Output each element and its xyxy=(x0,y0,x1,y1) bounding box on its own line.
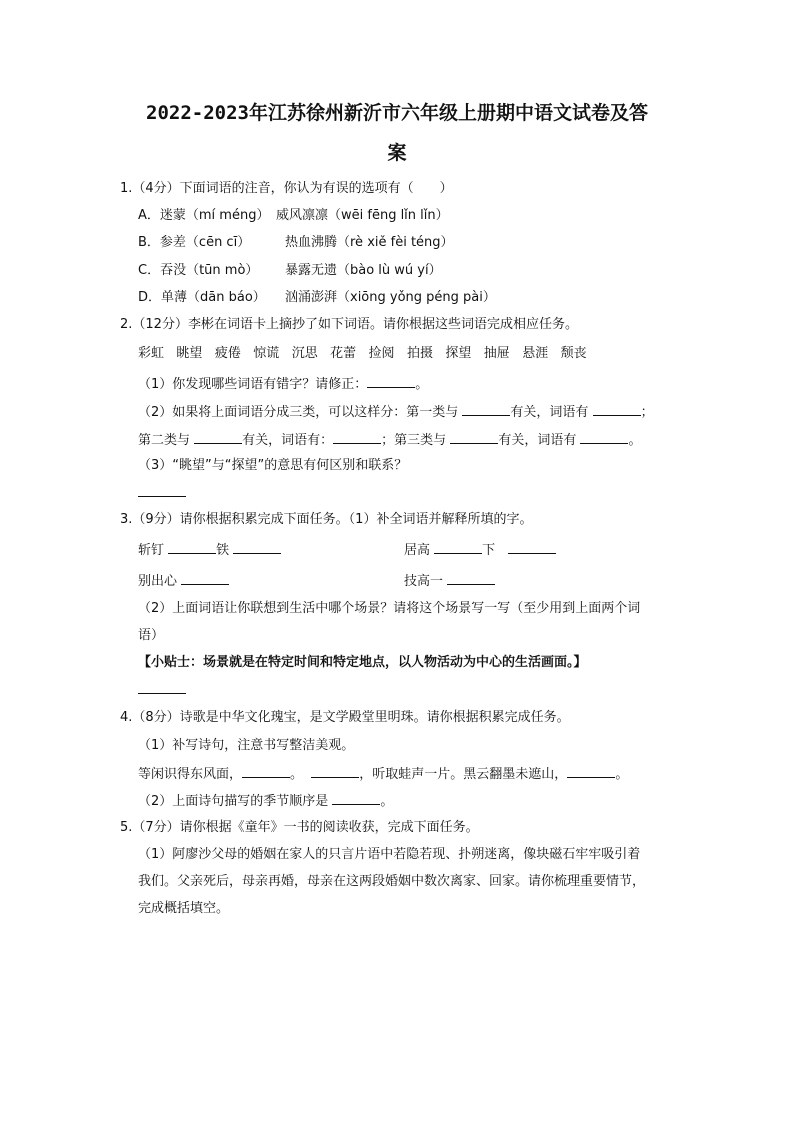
q5-para-line3: 完成概括填空。 xyxy=(138,901,230,916)
answer-blank[interactable] xyxy=(508,540,556,554)
answer-blank[interactable] xyxy=(580,430,628,444)
q3-word4 xyxy=(404,571,495,591)
answer-blank[interactable] xyxy=(138,483,186,497)
q4-stem: 4.（8分）诗歌是中华文化瑰宝，是文学殿堂里明珠。请你根据积累完成任务。 xyxy=(120,710,570,725)
q2-stem: 2.（12分）李彬在词语卡上摘抄了如下词语。请你根据这些词语完成相应任务。 xyxy=(120,317,578,332)
q4-sub1: （1）补写诗句，注意书写整洁美观。 xyxy=(138,738,355,753)
q3-stem: 3.（9分）请你根据积累完成下面任务。（1）补全词语并解释所填的字。 xyxy=(120,512,533,527)
q4-sub2 xyxy=(138,791,393,811)
q2-word: 花蕾 xyxy=(330,346,357,361)
answer-blank[interactable] xyxy=(311,764,359,778)
answer-blank[interactable] xyxy=(194,430,242,444)
q2-word: 眺望 xyxy=(176,346,203,361)
q2-sub1-end: 。 xyxy=(415,377,429,392)
q1-option-a-word1: A．迷蒙（mí méng） xyxy=(138,208,270,223)
q2-sub2-text-a: （2）如果将上面词语分成三类，可以这样分：第一类与 xyxy=(138,405,459,420)
answer-blank[interactable] xyxy=(168,540,216,554)
q1-option-d-word2: 汹涌澎湃（xiōng yǒng péng pài） xyxy=(285,290,496,305)
answer-blank[interactable] xyxy=(434,540,482,554)
q3-word3-text: 别出心 xyxy=(138,574,178,589)
answer-blank[interactable] xyxy=(138,680,186,694)
q2-sub1 xyxy=(138,374,428,394)
q4-sub2-end: 。 xyxy=(380,794,394,809)
q2-sub2-text-g: 有关，词语有 xyxy=(498,433,577,448)
q4-poem-d: 。 xyxy=(615,767,629,782)
q2-word: 探望 xyxy=(445,346,472,361)
q1-option-d-word1: D．单薄（dān báo） xyxy=(138,290,266,305)
q2-word: 惊谎 xyxy=(253,346,280,361)
q2-word: 悬涯 xyxy=(522,346,549,361)
q2-word: 疲倦 xyxy=(214,346,241,361)
q5-stem: 5.（7分）请你根据《童年》一书的阅读收获，完成下面任务。 xyxy=(120,820,479,835)
answer-blank[interactable] xyxy=(233,540,281,554)
answer-blank[interactable] xyxy=(567,764,615,778)
answer-blank[interactable] xyxy=(333,430,381,444)
answer-blank[interactable] xyxy=(450,430,498,444)
answer-blank[interactable] xyxy=(242,764,290,778)
q1-option-c-word1: C．吞没（tūn mò） xyxy=(138,263,259,278)
q2-word-list xyxy=(138,345,587,363)
q5-para-line1: （1）阿廖沙父母的婚姻在家人的只言片语中若隐若现、扑朔迷离，像块磁石牢牢吸引着 xyxy=(138,847,641,862)
q2-sub2-text-f: ；第三类与 xyxy=(381,433,447,448)
answer-blank[interactable] xyxy=(332,791,380,805)
q2-word: 捡阅 xyxy=(368,346,395,361)
q2-sub2-text-b: 有关，词语有 xyxy=(510,405,589,420)
q4-poem-line xyxy=(138,764,628,784)
q3-word2-a: 居高 xyxy=(404,543,431,558)
q2-sub2-text-d: 第二类与 xyxy=(138,433,191,448)
q1-stem: 1.（4分）下面词语的注音，你认为有误的选项有（ ） xyxy=(120,181,453,196)
q2-sub2-text-c: ； xyxy=(640,405,654,420)
q3-sub2-line1: （2）上面词语让你联想到生活中哪个场景？请将这个场景写一写（至少用到上面两个词 xyxy=(138,601,641,616)
q3-word3 xyxy=(138,571,229,591)
answer-blank[interactable] xyxy=(447,571,495,585)
q3-word1-b: 铁 xyxy=(216,543,230,558)
q2-word: 沉思 xyxy=(291,346,318,361)
q2-sub3: （3）“眺望”与“探望”的意思有何区别和联系？ xyxy=(138,458,408,473)
q1-option-b-word2: 热血沸腾（rè xiě fèi téng） xyxy=(285,235,454,250)
answer-blank[interactable] xyxy=(593,402,641,416)
q2-sub3-answer-line xyxy=(138,483,186,503)
answer-blank[interactable] xyxy=(367,374,415,388)
q4-poem-b: 。 xyxy=(290,767,304,782)
answer-blank[interactable] xyxy=(462,402,510,416)
q5-para-line2: 我们。父亲死后，母亲再婚，母亲在这两段婚姻中数次离家、回家。请你梳理重要情节， xyxy=(138,874,646,889)
q2-word: 颓丧 xyxy=(560,346,587,361)
q4-sub2-text: （2）上面诗句描写的季节顺序是 xyxy=(138,794,329,809)
answer-blank[interactable] xyxy=(181,571,229,585)
q2-sub2-line2 xyxy=(138,430,642,450)
q3-word1-a: 斩钉 xyxy=(138,543,165,558)
q2-sub2-text-e: 有关，词语有： xyxy=(242,433,334,448)
q1-option-c-word2: 暴露无遗（bào lù wú yí） xyxy=(285,263,442,278)
q4-poem-c: ，听取蛙声一片。黑云翻墨未遮山， xyxy=(359,767,568,782)
q3-answer-line xyxy=(138,680,186,700)
q4-poem-a: 等闲识得东风面， xyxy=(138,767,243,782)
q1-option-b-word1: B．参差（cēn cī） xyxy=(138,235,251,250)
q3-word1 xyxy=(138,540,281,560)
q2-word: 抽屉 xyxy=(483,346,510,361)
q2-word: 彩虹 xyxy=(138,346,165,361)
q3-sub2-line2: 语） xyxy=(138,628,165,643)
q3-word2-b: 下 xyxy=(482,543,496,558)
exam-title-line1: 2022-2023年江苏徐州新沂市六年级上册期中语文试卷及答 xyxy=(146,102,648,124)
q3-word4-text: 技高一 xyxy=(404,574,444,589)
q3-word2 xyxy=(404,540,556,560)
q1-option-a-word2: 威风凛凛（wēi fēng lǐn lǐn） xyxy=(276,208,449,223)
q2-sub2-text-h: 。 xyxy=(628,433,642,448)
q2-sub1-text: （1）你发现哪些词语有错字？请修正： xyxy=(138,377,368,392)
q3-tip: 【小贴士：场景就是在特定时间和特定地点，以人物活动为中心的生活画面。】 xyxy=(138,655,587,670)
exam-title-line2: 案 xyxy=(387,142,407,164)
q2-word: 拍摄 xyxy=(406,346,433,361)
q2-sub2-line1 xyxy=(138,402,654,422)
